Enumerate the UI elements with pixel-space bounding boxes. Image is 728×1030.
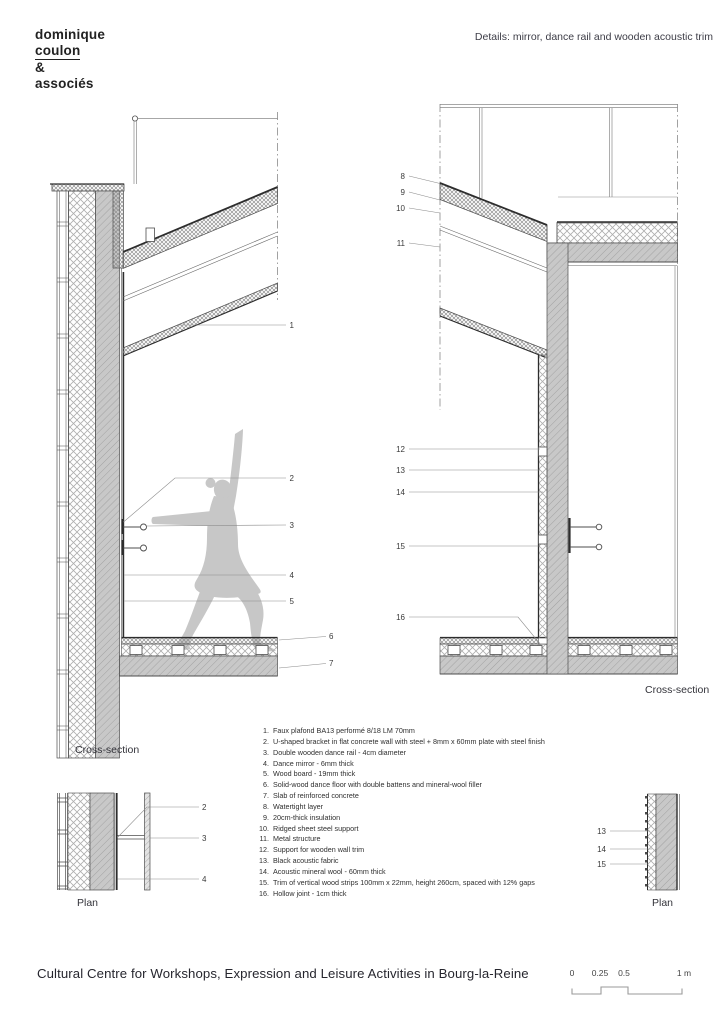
legend-item-number: 12. [259, 845, 269, 855]
legend-item-text: Slab of reinforced concrete [273, 791, 359, 801]
legend-item [257, 802, 597, 813]
callout-number: 13 [396, 466, 405, 475]
callout-number: 2 [202, 803, 207, 812]
sheet-title: Details: mirror, dance rail and wooden acoustic trim [474, 31, 713, 43]
legend-item-text: 20cm-thick insulation [273, 812, 341, 822]
legend-item-text: Acoustic mineral wool - 60mm thick [273, 866, 386, 876]
callout-number: 13 [597, 827, 606, 836]
callout-number: 15 [597, 860, 606, 869]
leader-lines-right-plan [610, 831, 652, 864]
left-cross-section-drawing [50, 112, 334, 758]
legend-item [257, 791, 597, 802]
legend-item-number: 7. [263, 791, 269, 801]
legend-item [257, 748, 597, 759]
legend-item-number: 13. [259, 856, 269, 866]
callout-number: 3 [289, 521, 294, 530]
logo-line-2: coulon [35, 43, 80, 61]
legend-item-number: 6. [263, 780, 269, 790]
legend-item-text: Double wooden dance rail - 4cm diameter [273, 747, 407, 757]
callout-number: 6 [329, 632, 334, 641]
legend-item-text: Dance mirror - 6mm thick [273, 758, 354, 768]
legend-item-number: 2. [263, 736, 269, 746]
exterior-wall-assembly [57, 191, 124, 758]
legend-item [257, 769, 597, 780]
legend-item [257, 878, 597, 889]
right-plan-label: Plan [652, 897, 674, 909]
parapet-cap [52, 184, 124, 191]
legend-item-number: 11. [259, 834, 269, 844]
callout-number: 11 [396, 239, 405, 248]
glazing-grid [440, 105, 678, 199]
legend-item [257, 834, 597, 845]
legend-item [257, 889, 597, 900]
legend-list [257, 726, 597, 900]
suspended-ceiling-band [123, 283, 278, 356]
wall-insulation-layer [69, 191, 96, 758]
legend-item-text: Support for wooden wall trim [273, 845, 365, 855]
dance-rail-brackets-right [570, 518, 602, 553]
dance-floor-assembly [120, 638, 278, 677]
callout-number: 4 [289, 571, 294, 580]
scale-label: 1 m [676, 968, 692, 978]
concrete-wall-right [547, 243, 568, 674]
callout-number: 12 [396, 445, 405, 454]
right-cross-section-drawing [396, 104, 677, 674]
legend-item-number: 1. [263, 726, 269, 735]
legend-item-number: 14. [259, 866, 269, 876]
legend-item [257, 759, 597, 770]
callout-number: 8 [400, 172, 405, 181]
callout-number: 3 [202, 834, 207, 843]
legend-item-text: Ridged sheet steel support [273, 823, 359, 833]
logo-line-1: dominique [35, 27, 106, 42]
project-title: Cultural Centre for Workshops, Expression and Leisure Activities in Bourg-la-Reine [37, 966, 529, 981]
dancer-silhouette [152, 429, 277, 652]
callout-number: 2 [289, 474, 294, 483]
legend-item-number: 5. [263, 769, 269, 779]
left-section-label: Cross-section [75, 744, 140, 756]
scale-label: 0 [569, 968, 575, 978]
legend-item-number: 3. [263, 747, 269, 757]
legend-item [257, 737, 597, 748]
leader-lines-right [409, 176, 543, 645]
legend-item-text: Hollow joint - 1cm thick [273, 888, 347, 898]
legend-item [257, 813, 597, 824]
flashing-profile-circle [132, 116, 137, 121]
legend-item-number: 9. [263, 812, 269, 822]
legend-item-text: U-shaped bracket in flat concrete wall with steel + 8mm x 60mm plate with steel finish [273, 736, 545, 746]
callout-number: 16 [396, 613, 405, 622]
sloped-roof-assembly-right [440, 183, 557, 358]
left-plan-drawing [58, 793, 208, 890]
legend-item-text: Faux plafond BA13 performé 8/18 LM 70mm [273, 726, 415, 735]
legend-item [257, 856, 597, 867]
logo-line-3: & [35, 60, 45, 75]
sloped-roof-assembly [123, 187, 278, 356]
callout-number: 4 [202, 875, 207, 884]
dance-rail-brackets [123, 519, 147, 555]
scale-label: 0.5 [618, 968, 630, 978]
callout-number: 5 [289, 597, 294, 606]
legend-item-number: 4. [263, 758, 269, 768]
leader-lines-left-plan [118, 807, 200, 879]
legend-item [257, 780, 597, 791]
scale-bar [570, 968, 691, 994]
legend-item [257, 726, 597, 737]
legend-item-text: Black acoustic fabric [273, 856, 339, 866]
logo-line-4: associés [35, 75, 94, 91]
legend-item [257, 867, 597, 878]
legend-item-text: Wood board - 19mm thick [273, 769, 356, 779]
callout-number: 9 [400, 188, 405, 197]
legend-item-number: 10. [259, 823, 269, 833]
acoustic-trim-lining [539, 355, 548, 644]
scale-label: 0.25 [591, 968, 609, 978]
wood-trim-plan [145, 793, 151, 890]
legend-item [257, 845, 597, 856]
right-section-label: Cross-section [645, 684, 710, 696]
callout-number: 1 [289, 321, 294, 330]
legend-item-text: Watertight layer [273, 801, 324, 811]
right-plan-drawing [597, 794, 679, 890]
left-plan-label: Plan [77, 897, 99, 909]
callout-number: 14 [396, 488, 405, 497]
legend-item-text: Solid-wood dance floor with double battens and mineral-wool filler [273, 780, 482, 790]
concrete-wall [96, 191, 120, 758]
callout-number: 15 [396, 542, 405, 551]
callout-number: 7 [329, 659, 334, 668]
concrete-slab [120, 656, 278, 676]
callout-number: 10 [396, 204, 405, 213]
legend-item-number: 15. [259, 877, 269, 887]
legend-item-text: Trim of vertical wood strips 100mm x 22mm, height 260cm, spaced with 12% gaps [273, 877, 535, 887]
legend-item-number: 8. [263, 801, 269, 811]
legend-item-text: Metal structure [273, 834, 321, 844]
legend-item [257, 824, 597, 835]
callout-number: 14 [597, 845, 606, 854]
legend-item-number: 16. [259, 888, 269, 898]
